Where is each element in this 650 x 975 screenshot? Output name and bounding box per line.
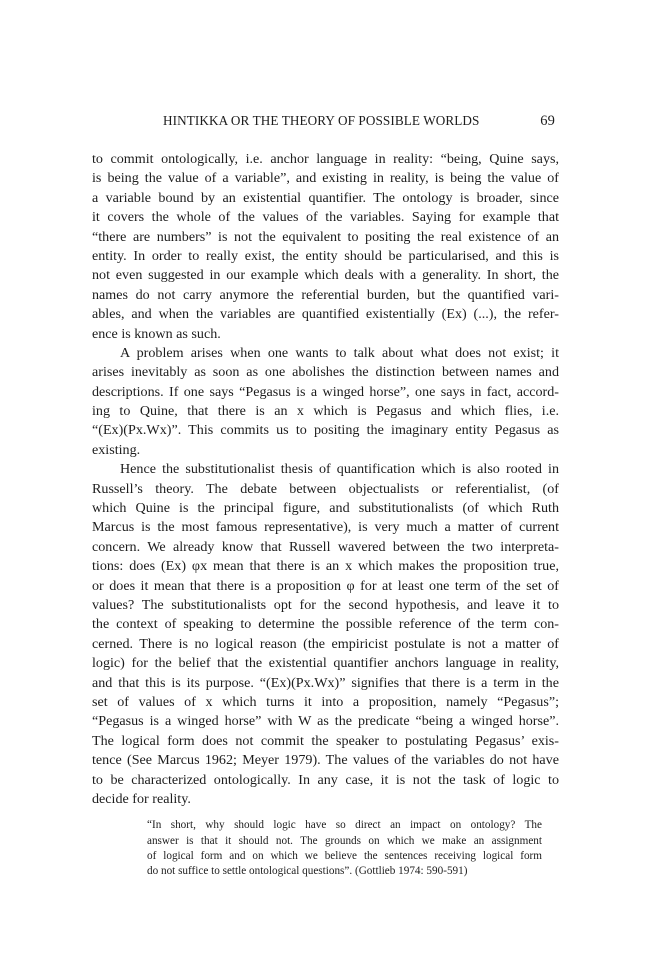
text-line: “(Ex)(Px.Wx)”. This commits us to positing the imaginary entity Pegasus as	[92, 422, 559, 439]
text-line: existing.	[92, 441, 141, 458]
quote-line: of logical form and on which we believe the sentences receiving logical form	[147, 850, 542, 863]
text-line: arises inevitably as soon as one abolishes the distinction between names and	[92, 364, 559, 381]
quote-line: answer is that it should not. The grounds on which we make an assignment	[147, 834, 542, 847]
text-line: tions: does (Ex) φx mean that there is an x which makes the proposition true,	[92, 558, 559, 575]
quote-line: do not suffice to settle ontological questions”. (Gottlieb 1974: 590-591)	[147, 865, 468, 878]
text-line: cerned. There is no logical reason (the empiricist postulate is not a matter of	[92, 635, 559, 652]
text-line: ables, and when the variables are quantified existentially (Ex) (...), the refer-	[92, 306, 559, 323]
text-line: names do not carry anymore the referential burden, but the quantified vari-	[92, 286, 559, 303]
text-line: entity. In order to really exist, the entity should be particularised, and this is	[92, 247, 559, 264]
text-line: “there are numbers” is not the equivalent to positing the real existence of an	[92, 228, 559, 245]
text-line: ing to Quine, that there is an x which is Pegasus and which flies, i.e.	[92, 403, 559, 420]
text-line: Russell’s theory. The debate between objectualists or referentialist, (of	[92, 480, 559, 497]
text-line: concern. We already know that Russell wavered between the two interpreta-	[92, 538, 559, 555]
text-line: logic) for the belief that the existential quantifier anchors language in reality,	[92, 655, 559, 672]
text-line: “Pegasus is a winged horse” with W as the predicate “being a winged horse”.	[92, 713, 559, 730]
text-line: it covers the whole of the values of the variables. Saying for example that	[92, 209, 559, 226]
text-line: to be characterized ontologically. In any case, it is not the task of logic to	[92, 771, 559, 788]
block-quote	[92, 818, 542, 880]
text-line: or does it mean that there is a proposition φ for at least one term of the set of	[92, 577, 559, 594]
text-line: decide for reality.	[92, 790, 191, 807]
quote-line: “In short, why should logic have so direct an impact on ontology? The	[147, 819, 542, 832]
text-line: and that this is its purpose. “(Ex)(Px.Wx)” signifies that there is a term in the	[92, 674, 559, 691]
text-line: to commit ontologically, i.e. anchor language in reality: “being, Quine says,	[92, 151, 559, 167]
text-line: a variable bound by an existential quantifier. The ontology is broader, since	[92, 189, 559, 206]
text-line: ence is known as such.	[92, 325, 221, 342]
page-number: 69	[540, 113, 555, 129]
text-line: values? The substitutionalists opt for the second hypothesis, and leave it to	[92, 596, 559, 613]
running-title: HINTIKKA OR THE THEORY OF POSSIBLE WORLDS	[163, 113, 480, 128]
body-text	[92, 150, 559, 880]
text-line: which Quine is the principal figure, and substitutionalists (of which Ruth	[92, 500, 559, 517]
text-line: Marcus is the most famous representative), is very much a matter of current	[92, 519, 559, 536]
text-line: is being the value of a variable”, and existing in reality, is being the value of	[92, 170, 559, 187]
text-line: set of values of x which turns it into a proposition, namely “Pegasus”;	[92, 693, 559, 710]
text-line: the context of speaking to determine the possible reference of the term con-	[92, 616, 559, 633]
paragraph-start-line: Hence the substitutionalist thesis of quantification which is also rooted in	[120, 461, 559, 478]
text-line: The logical form does not commit the speaker to postulating Pegasus’ exis-	[92, 732, 559, 749]
text-line: not even suggested in our example which deals with a generality. In short, the	[92, 267, 559, 284]
paragraph-start-line: A problem arises when one wants to talk about what does not exist; it	[120, 344, 559, 361]
text-line: descriptions. If one says “Pegasus is a winged horse”, one says in fact, accord-	[92, 383, 559, 400]
text-line: tence (See Marcus 1962; Meyer 1979). The values of the variables do not have	[92, 752, 559, 769]
